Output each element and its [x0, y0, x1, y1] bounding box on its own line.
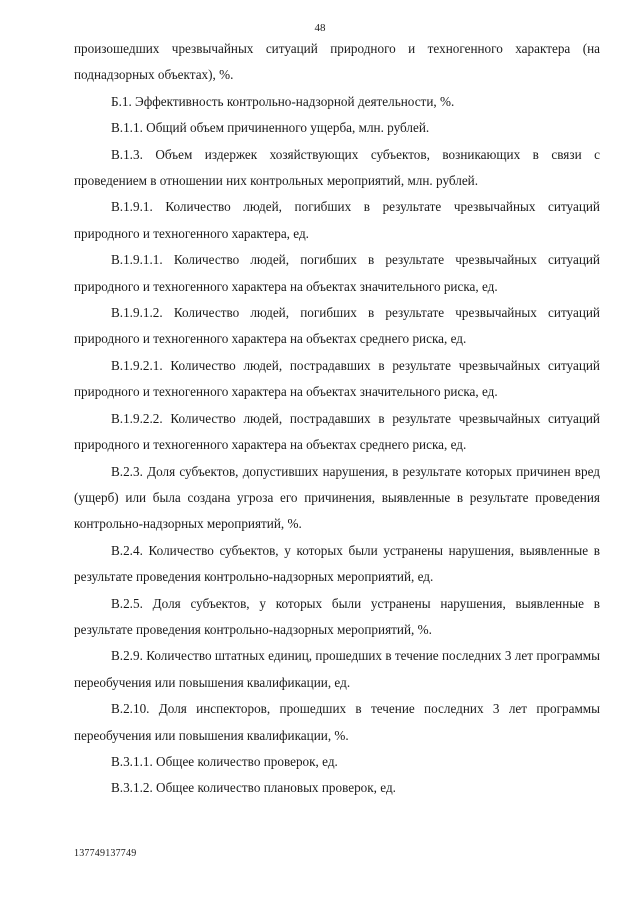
paragraph-v-2-5: В.2.5. Доля субъектов, у которых были устранены нарушения, выявленные в результате проведения контрольно-надзорных мероприятий, %. — [74, 595, 600, 637]
paragraph-v-2-9: В.2.9. Количество штатных единиц, прошедших в течение последних 3 лет программы переобучения или повышения квалификации, ед. — [74, 648, 600, 690]
paragraph-continuation: произошедших чрезвычайных ситуаций природного и техногенного характера (на поднадзорных объектах), %. — [74, 41, 600, 83]
document-reference-number: 137749137749 — [74, 848, 137, 859]
paragraph-v-2-4: В.2.4. Количество субъектов, у которых были устранены нарушения, выявленные в результате проведения контрольно-надзорных мероприятий, ед. — [74, 542, 600, 585]
paragraph-v-3-1-1: В.3.1.1. Общее количество проверок, ед. — [111, 753, 338, 769]
paragraph-v-1-9-1-2: В.1.9.1.2. Количество людей, погибших в результате чрезвычайных ситуаций природного и техногенного характера на объектах среднего риска, ед. — [74, 305, 600, 347]
document-body — [74, 36, 600, 802]
paragraph-b1: Б.1. Эффективность контрольно-надзорной деятельности, %. — [111, 93, 455, 109]
paragraph-v-2-10: В.2.10. Доля инспекторов, прошедших в течение последних 3 лет программы переобучения или повышения квалификации, %. — [74, 701, 600, 743]
paragraph-v-1-9-1: В.1.9.1. Количество людей, погибших в результате чрезвычайных ситуаций природного и техногенного характера, ед. — [74, 199, 600, 241]
paragraph-v-3-1-2: В.3.1.2. Общее количество плановых проверок, ед. — [111, 780, 396, 796]
paragraph-v-1-1: В.1.1. Общий объем причиненного ущерба, млн. рублей. — [111, 120, 430, 136]
paragraph-v-1-9-1-1: В.1.9.1.1. Количество людей, погибших в результате чрезвычайных ситуаций природного и техногенного характера на объектах значительного риска, ед. — [74, 252, 600, 294]
paragraph-v-1-3: В.1.3. Объем издержек хозяйствующих субъектов, возникающих в связи с проведением в отношении них контрольных мероприятий, млн. рублей. — [74, 146, 600, 189]
paragraph-v-1-9-2-1: В.1.9.2.1. Количество людей, пострадавших в результате чрезвычайных ситуаций природного и техногенного характера на объектах значительного риска, ед. — [74, 357, 600, 400]
paragraph-v-1-9-2-2: В.1.9.2.2. Количество людей, пострадавших в результате чрезвычайных ситуаций природного и техногенного характера на объектах среднего риска, ед. — [74, 410, 600, 453]
page-number: 48 — [314, 22, 326, 34]
paragraph-v-2-3: В.2.3. Доля субъектов, допустивших нарушения, в результате которых причинен вред (ущерб) или была создана угроза его причинения, выявленные в результате проведения контрольно-надзорных мероприятий, %. — [74, 463, 600, 532]
